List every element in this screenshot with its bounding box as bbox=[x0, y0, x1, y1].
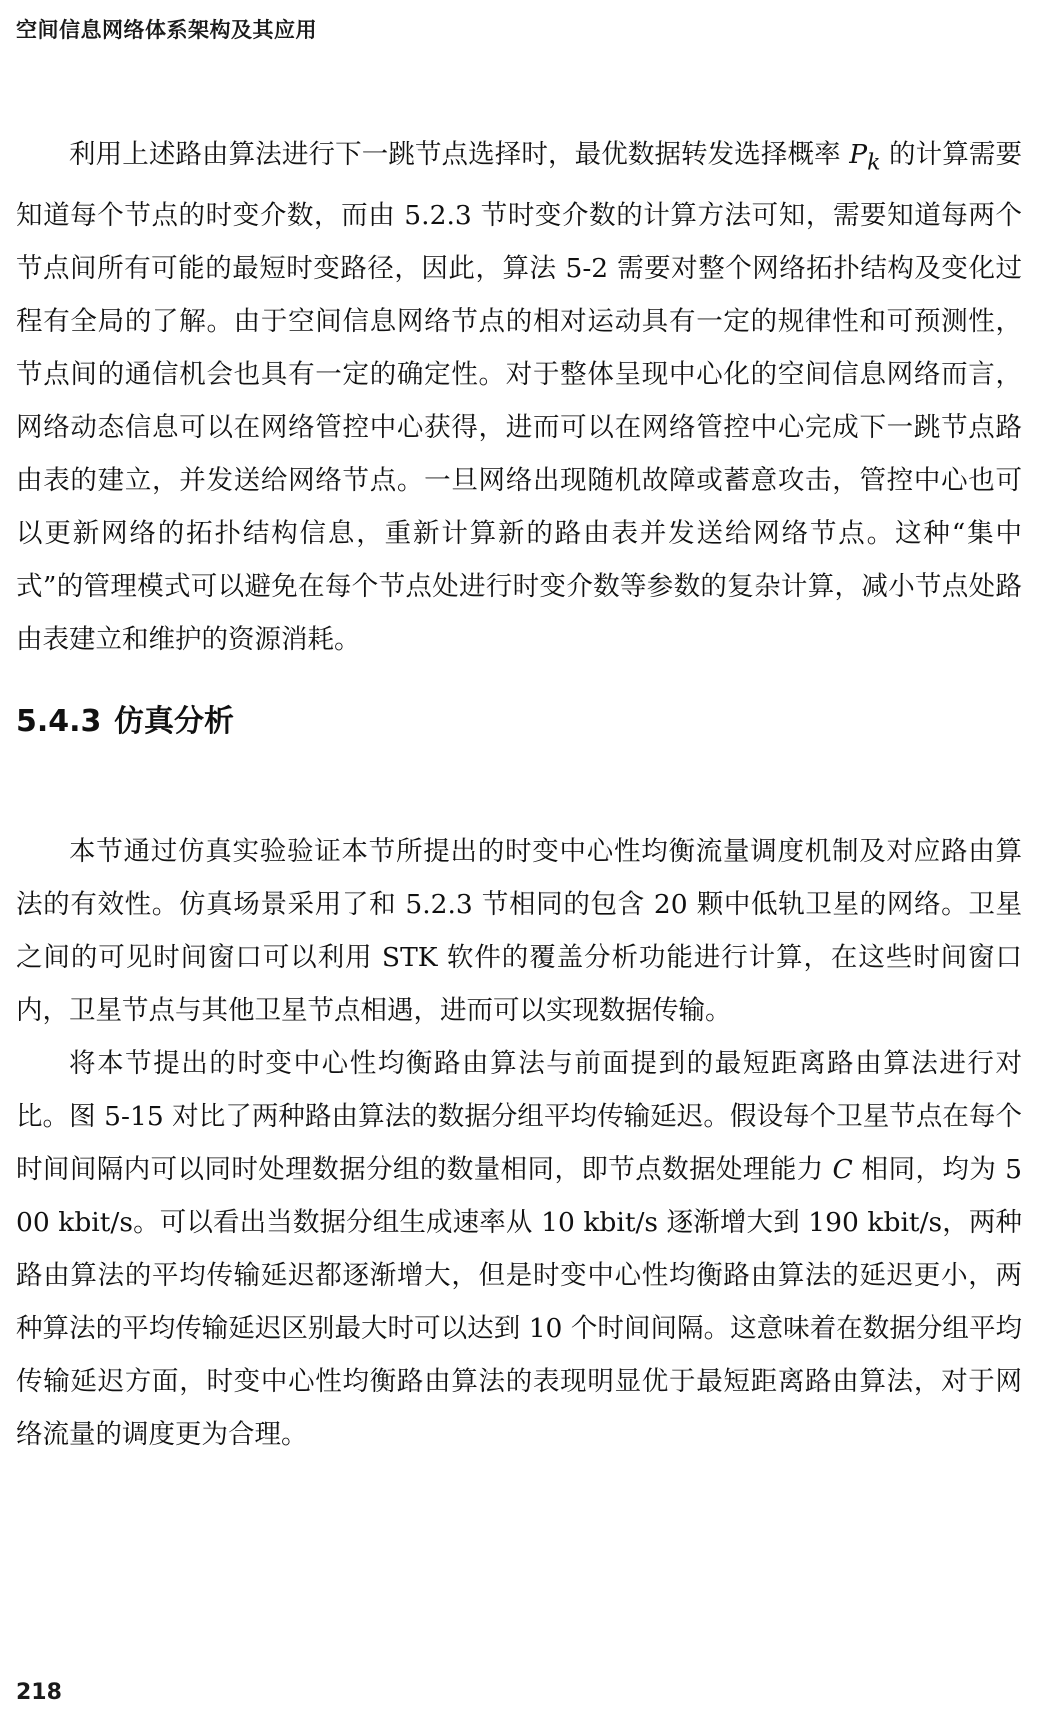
page-body bbox=[16, 128, 1022, 1461]
paragraph-text: 利用上述路由算法进行下一跳节点选择时，最优数据转发选择概率 bbox=[69, 139, 850, 170]
section-heading bbox=[16, 666, 1022, 825]
paragraph-text: 的计算需要知道每个节点的时变介数，而由 5.2.3 节时变介数的计算方法可知，需要知道每两个节点间所有可能的最短时变路径，因此，算法 5-2 需要对整个网络拓扑结构及变化过程有全局的了解。由于空间信息网络节点的相对运动具有一定的规律性和可预测性，节点间的通信机会也具有一定的确定性。对于整体呈现中心化的空间信息网络而言，网络动态信息可以在网络管控中心获得，进而可以在网络管控中心完成下一跳节点路由表的建立，并发送给网络节点。一旦网络出现随机故障或蓄意攻击，管控中心也可以更新网络的拓扑结构信息，重新计算新的路由表并发送给网络节点。这种“集中式”的管理模式可以避免在每个节点处进行时变介数等参数的复杂计算，减小节点处路由表建立和维护的资源消耗。 bbox=[16, 139, 1022, 656]
section-title: 仿真分析 bbox=[114, 704, 234, 740]
paragraph-simulation-setup: 本节通过仿真实验验证本节所提出的时变中心性均衡流量调度机制及对应路由算法的有效性。仿真场景采用了和 5.2.3 节相同的包含 20 颗中低轨卫星的网络。卫星之间的可见时间窗口可以利用 STK 软件的覆盖分析功能进行计算，在这些时间窗口内，卫星节点与其他卫星节点相遇，进而可以实现数据传输。 bbox=[16, 836, 1022, 1027]
paragraph-text: 相同，均为 500 kbit/s。可以看出当数据分组生成速率从 10 kbit/s 逐渐增大到 190 kbit/s，两种路由算法的平均传输延迟都逐渐增大，但是时变中心性均衡路由算法的延迟更小，两种算法的平均传输延迟区别最大时可以达到 10 个时间间隔。这意味着在数据分组平均传输延迟方面，时变中心性均衡路由算法的表现明显优于最短距离路由算法，对于网络流量的调度更为合理。 bbox=[16, 1154, 1022, 1451]
paragraph-text: 将本节提出的时变中心性均衡路由算法与前面提到的最短距离路由算法进行对比。图 5-15 对比了两种路由算法的数据分组平均传输延迟。假设每个卫星节点在每个时间间隔内可以同时处理数据分组的数量相同，即节点数据处理能力 bbox=[16, 1048, 1022, 1186]
probability-symbol: P bbox=[849, 139, 868, 170]
running-header: 空间信息网络体系架构及其应用 bbox=[16, 18, 317, 42]
paragraph-routing-computation bbox=[16, 128, 1022, 666]
probability-subscript: k bbox=[867, 150, 881, 176]
page-number: 218 bbox=[16, 1680, 62, 1705]
capacity-symbol: C bbox=[832, 1154, 853, 1186]
section-number: 5.4.3 bbox=[16, 704, 102, 740]
paragraph-comparison bbox=[16, 1037, 1022, 1461]
